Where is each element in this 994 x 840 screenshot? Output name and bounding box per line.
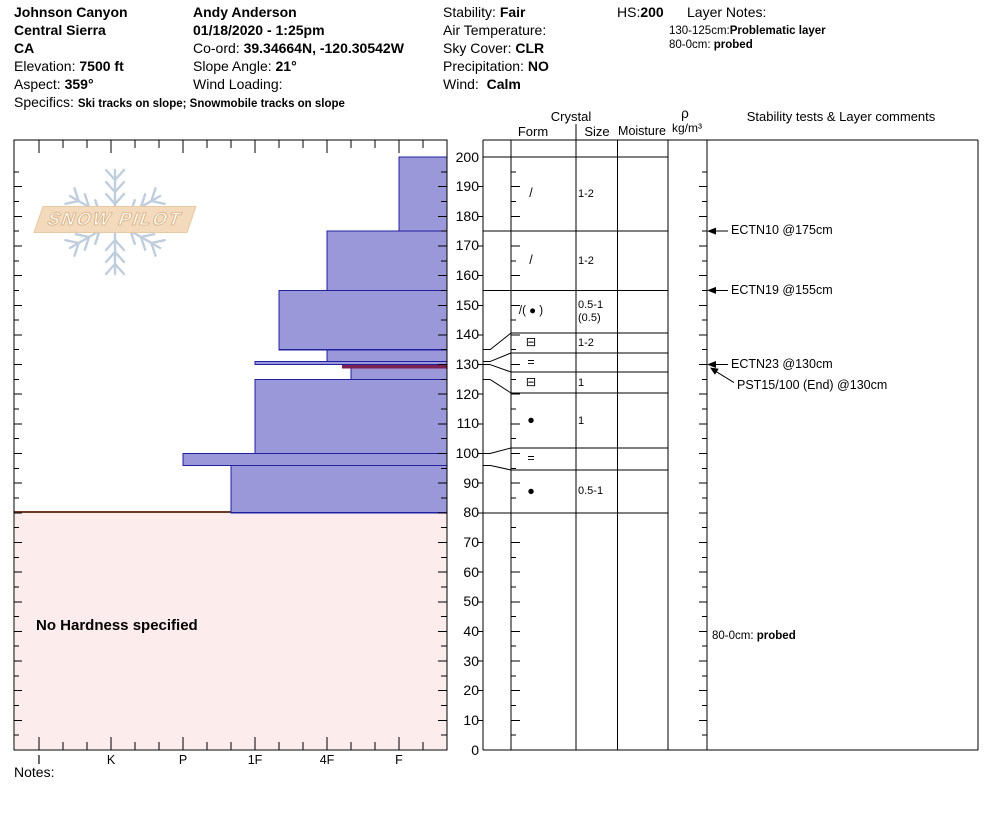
depth-axis-label-run: 150: [455, 296, 479, 313]
layer-note-run: probed: [713, 38, 753, 51]
depth-axis-label-run: 160: [455, 267, 479, 284]
depth-axis-label-run: 50: [463, 593, 479, 610]
depth-axis-label-run: 10: [463, 711, 479, 728]
header-line: [14, 4, 128, 21]
header-line-run: Wind Loading:: [193, 76, 287, 92]
header-line: [14, 76, 94, 93]
header-line-run: HS:: [617, 4, 641, 20]
header-line-run: Andy Anderson: [193, 4, 297, 20]
depth-axis-label: [448, 504, 479, 521]
header-line-run: 21°: [275, 58, 297, 74]
depth-axis-label-run: 190: [455, 178, 479, 195]
grain-form-cell-run: =: [527, 354, 535, 369]
grain-form-cell-run: ●: [527, 483, 535, 498]
depth-axis-label-run: 0: [471, 741, 479, 758]
header-line: [443, 4, 526, 21]
header-line-run: Sky Cover:: [443, 40, 516, 56]
grain-size-cell: [578, 298, 603, 312]
test-arrowhead: [707, 228, 716, 235]
test-annotation: [731, 357, 833, 373]
grain-size-cell: [578, 187, 594, 201]
depth-axis-label: [448, 267, 479, 284]
depth-axis-label-run: 170: [455, 237, 479, 254]
header-line: [617, 4, 664, 21]
grain-size-cell-run: 1-2: [578, 188, 594, 201]
header-line: [193, 4, 297, 21]
header-line: [14, 22, 106, 39]
stability-layer-comment-run: probed: [756, 630, 796, 643]
depth-axis-label: [448, 593, 479, 610]
depth-axis-label-run: 80: [463, 504, 479, 521]
depth-axis-label: [448, 653, 479, 670]
depth-axis-label: [448, 712, 479, 729]
grain-size-cell-run: (0.5): [578, 312, 601, 325]
grain-form-cell: [381, 484, 681, 500]
grain-size-cell-run: 1-2: [578, 337, 594, 349]
hardness-axis-label-run: 1F: [247, 753, 263, 767]
grain-form-cell: [381, 375, 681, 391]
depth-axis-label: [448, 534, 479, 551]
depth-axis-label: [448, 149, 479, 166]
header-line: [193, 40, 404, 57]
depth-axis-label-run: 180: [455, 207, 479, 224]
grain-size-cell: [578, 311, 601, 325]
stability-layer-comment-run: 80-0cm:: [712, 630, 757, 643]
depth-axis-label-run: 70: [463, 533, 479, 550]
depth-axis-label-run: 40: [463, 622, 479, 639]
header-line: [193, 58, 297, 75]
depth-axis-label-run: 90: [463, 474, 479, 491]
header-line: [193, 22, 325, 39]
hardness-axis-label: [249, 753, 549, 769]
depth-axis-label-run: 110: [456, 415, 479, 432]
header-line-run: 359°: [64, 76, 94, 92]
header-line-run: Aspect:: [14, 76, 65, 92]
grain-form-cell-run: ●: [527, 412, 535, 427]
header-line-run: Wind:: [443, 76, 487, 92]
header-line-run: Air Temperature:: [443, 22, 551, 38]
depth-axis-label-run: 140: [455, 326, 479, 343]
header-line-run: 39.34664N, -120.30542W: [243, 40, 404, 56]
density-unit-header-run: kg/m³: [672, 121, 702, 135]
depth-axis-label-run: 30: [463, 652, 479, 669]
hardness-axis-label-run: F: [395, 753, 403, 767]
header-line: [443, 76, 521, 93]
header-line: [14, 58, 124, 75]
test-annotation: [737, 378, 887, 394]
stability-header: [691, 109, 991, 125]
notes-label: Notes:: [14, 764, 55, 780]
header-line-run: 01/18/2020 - 1:25pm: [193, 22, 325, 38]
header-line-run: NO: [527, 58, 549, 74]
grain-form-cell-run: /: [529, 253, 533, 267]
depth-axis-label-run: 100: [455, 445, 479, 461]
depth-axis-label: [448, 682, 479, 699]
header-line-run: Ski tracks on slope; Snowmobile tracks on slope: [77, 98, 345, 110]
grain-form-cell: [381, 335, 681, 351]
depth-axis-label: [448, 208, 479, 225]
header-line-run: Slope Angle:: [193, 58, 276, 74]
header-line-run: Johnson Canyon: [14, 4, 128, 20]
test-annotation-run: ECTN19 @155cm: [731, 282, 833, 297]
header-line-run: Calm: [486, 76, 521, 92]
header-line-run: CLR: [515, 40, 545, 56]
grain-form-cell: [381, 304, 681, 319]
grain-form-cell: [381, 451, 681, 467]
grain-size-cell: [578, 336, 594, 350]
header-line: [443, 40, 544, 57]
grain-size-cell-run: 1: [578, 376, 585, 389]
depth-axis-label: [448, 623, 479, 640]
snowpilot-logo-text: SNOW PILOT: [44, 209, 186, 229]
depth-axis-label-run: 130: [455, 356, 479, 373]
grain-size-cell: [578, 484, 603, 498]
header-line-run: Co-ord:: [193, 40, 244, 56]
test-arrowhead: [710, 368, 719, 375]
header-line: [687, 4, 766, 21]
grain-size-cell: [578, 376, 584, 390]
header-line: [443, 58, 549, 75]
header-line-run: 200: [640, 4, 664, 20]
form-header-run: Form: [517, 124, 549, 139]
hardness-axis-label-run: P: [178, 753, 188, 767]
grain-form-cell: [381, 186, 681, 202]
depth-axis-label-run: 60: [463, 563, 479, 580]
stability-header-run: Stability tests & Layer comments: [746, 109, 936, 124]
grain-form-cell-run: /( ● ): [518, 305, 544, 318]
grain-size-cell-run: 1-2: [578, 254, 594, 267]
hardness-axis-label-run: K: [106, 753, 116, 767]
header-line: [14, 94, 345, 113]
grain-size-cell-run: 1: [578, 414, 585, 427]
moisture-header-run: Moisture: [618, 124, 666, 138]
test-annotation-run: PST15/100 (End) @130cm: [737, 377, 888, 392]
depth-axis-label: [448, 742, 479, 759]
header-line-run: Specifics:: [14, 94, 78, 110]
grain-size-cell-run: 0.5-1: [578, 299, 604, 312]
grain-size-cell-run: 0.5-1: [578, 485, 604, 498]
depth-axis-label: [448, 564, 479, 581]
test-annotation: [731, 283, 833, 299]
density-header-run: ρ: [681, 106, 689, 121]
grain-form-cell-run: /: [529, 186, 533, 201]
size-header-run: Size: [584, 124, 610, 139]
layer-note-run: Problematic layer: [729, 25, 826, 37]
grain-form-cell-run: =: [527, 451, 535, 466]
grain-size-cell: [578, 254, 594, 268]
grain-size-cell: [578, 414, 584, 428]
header-line-run: Stability:: [443, 4, 500, 20]
grain-form-cell-run: ⊟: [525, 335, 537, 350]
layer-note: [669, 38, 753, 53]
test-annotation-run: ECTN23 @130cm: [731, 356, 833, 371]
header-line-run: Elevation:: [14, 58, 80, 74]
depth-axis-label-run: 200: [455, 148, 479, 165]
grain-form-cell-run: ⊟: [525, 374, 537, 389]
header-line-run: CA: [14, 40, 35, 56]
depth-axis-label-run: 20: [463, 682, 479, 699]
header-line-run: Layer Notes:: [687, 4, 767, 20]
header-line: [193, 76, 286, 93]
test-arrowhead: [707, 287, 716, 294]
grain-form-cell: [381, 355, 681, 371]
test-arrowhead: [707, 361, 716, 368]
header-line-run: Fair: [499, 4, 526, 20]
crystal-header-run: Crystal: [550, 109, 592, 124]
layer-note-run: 130-125cm:: [669, 25, 730, 37]
grain-form-cell: [381, 412, 681, 432]
header-line-run: 7500 ft: [79, 58, 124, 74]
hardness-axis-label-run: I: [37, 753, 41, 767]
header-line-run: Precipitation:: [443, 58, 528, 74]
grain-form-cell: [381, 253, 681, 269]
stability-layer-comment: [712, 629, 796, 644]
test-annotation-run: ECTN10 @175cm: [731, 223, 833, 238]
hardness-axis-label-run: 4F: [319, 753, 335, 767]
depth-axis-label-run: 120: [455, 385, 479, 402]
header-line: [14, 40, 34, 57]
header-line-run: Central Sierra: [14, 22, 106, 38]
depth-axis-label: [448, 237, 479, 254]
test-annotation: [731, 223, 833, 239]
layer-note: [669, 24, 826, 39]
layer-note-run: 80-0cm:: [669, 38, 714, 51]
no-hardness-label: No Hardness specified: [36, 617, 198, 634]
header-line: [443, 22, 550, 39]
